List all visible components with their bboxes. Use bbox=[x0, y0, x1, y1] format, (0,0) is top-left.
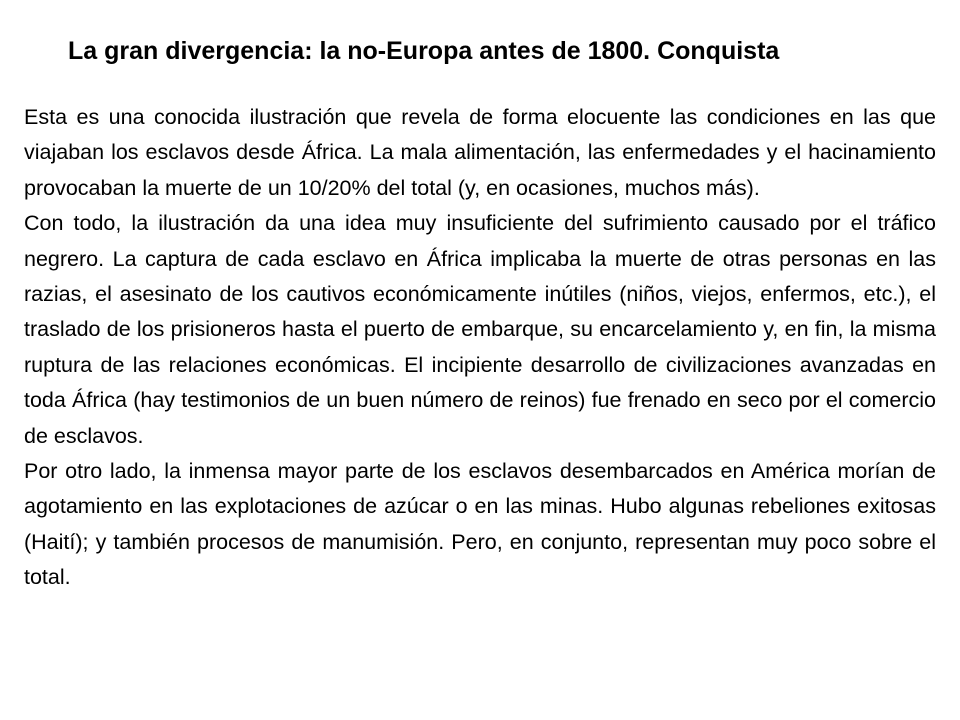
slide-body bbox=[24, 100, 936, 596]
paragraph-2: Con todo, la ilustración da una idea muy insuficiente del sufrimiento causado por el tráfico negrero. La captura de cada esclavo en África implicaba la muerte de otras personas en las razias, el asesinato de los cautivos económicamente inútiles (niños, viejos, enfermos, etc.), el traslado de los prisioneros hasta el puerto de embarque, su encarcelamiento y, en fin, la misma ruptura de las relaciones económicas. El incipiente desarrollo de civilizaciones avanzadas en toda África (hay testimonios de un buen número de reinos) fue frenado en seco por el comercio de esclavos. bbox=[24, 211, 936, 448]
slide-title: La gran divergencia: la no-Europa antes de 1800. Conquista bbox=[68, 37, 780, 65]
paragraph-3: Por otro lado, la inmensa mayor parte de los esclavos desembarcados en América morían de agotamiento en las explotaciones de azúcar o en las minas. Hubo algunas rebeliones exitosas (Haití); y también procesos de manumisión. Pero, en conjunto, representan muy poco sobre el total. bbox=[24, 459, 936, 590]
paragraph-1: Esta es una conocida ilustración que revela de forma elocuente las condiciones en las que viajaban los esclavos desde África. La mala alimentación, las enfermedades y el hacinamiento provocaban la muerte de un 10/20% del total (y, en ocasiones, muchos más). bbox=[24, 105, 936, 200]
